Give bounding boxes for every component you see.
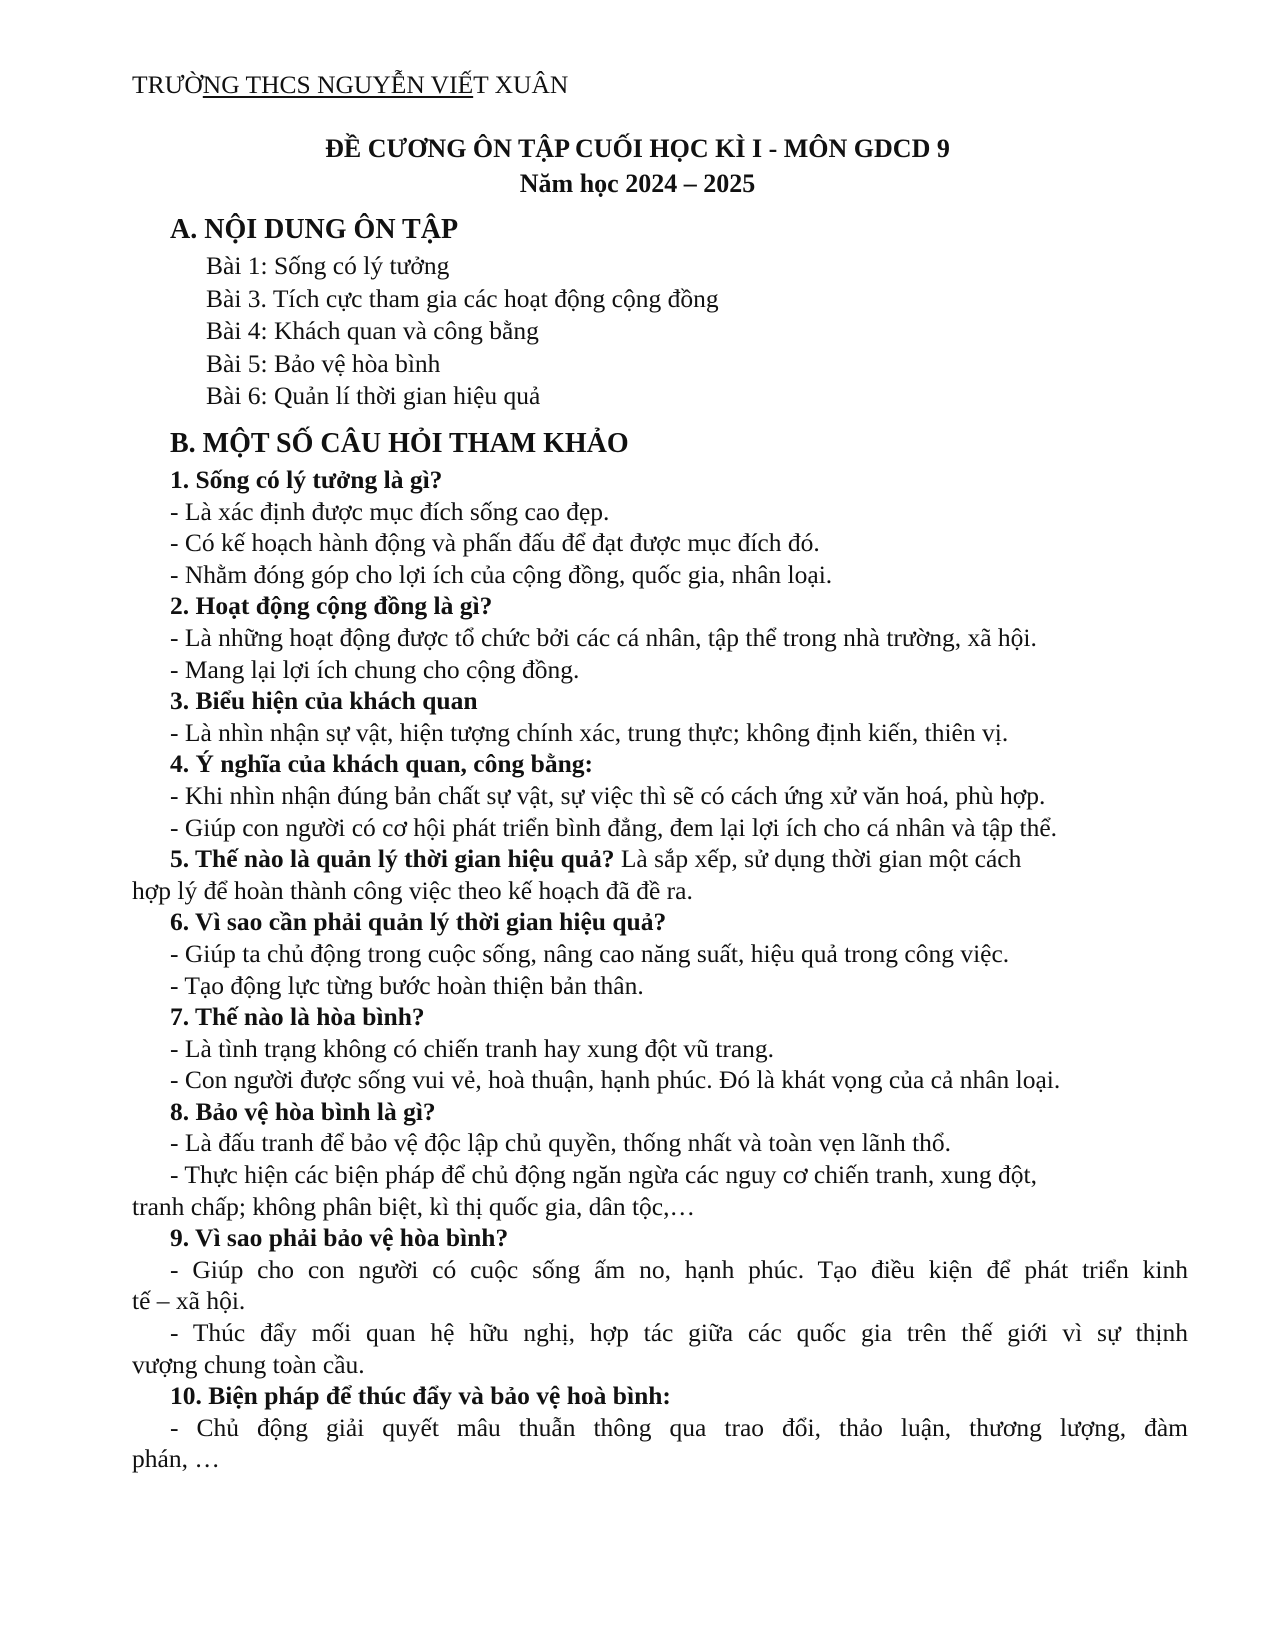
question-7: 7. Thế nào là hòa bình? (170, 1002, 425, 1032)
answer-line: - Thúc đẩy mối quan hệ hữu nghị, hợp tác giữa các quốc gia trên thế giới vì sự thịnh (170, 1318, 1188, 1348)
section-b-heading: B. MỘT SỐ CÂU HỎI THAM KHẢO (170, 428, 629, 459)
answer-line: - Con người được sống vui vẻ, hoà thuận, hạnh phúc. Đó là khát vọng của cả nhân loại. (170, 1065, 1061, 1095)
answer-line: - Là những hoạt động được tổ chức bởi các cá nhân, tập thể trong nhà trường, xã hội. (170, 622, 1037, 652)
question-1: 1. Sống có lý tưởng là gì? (170, 465, 443, 494)
answer-line: - Giúp con người có cơ hội phát triển bình đẳng, đem lại lợi ích cho cá nhân và tập thể. (170, 812, 1058, 842)
answer-line: tế – xã hội. (132, 1286, 246, 1316)
answer-line: - Khi nhìn nhận đúng bản chất sự vật, sự việc thì sẽ có cách ứng xử văn hoá, phù hợp. (170, 780, 1046, 810)
school-name-part: TRƯỜ (132, 70, 203, 99)
school-year: Năm học 2024 – 2025 (519, 169, 756, 198)
question-10: 10. Biện pháp để thúc đẩy và bảo vệ hoà bình: (170, 1381, 671, 1411)
school-name-part: T XUÂN (473, 70, 569, 99)
document-title: ĐỀ CƯƠNG ÔN TẬP CUỐI HỌC KÌ I - MÔN GDCD 9 (325, 134, 950, 163)
lesson-item: Bài 4: Khách quan và công bằng (206, 316, 539, 345)
answer-line: - Là xác định được mục đích sống cao đẹp. (170, 496, 610, 526)
answer-line: - Tạo động lực từng bước hoàn thiện bản thân. (170, 970, 644, 1000)
answer-line: - Giúp cho con người có cuộc sống ấm no, hạnh phúc. Tạo điều kiện để phát triển kinh (170, 1254, 1188, 1284)
question-2: 2. Hoạt động cộng đồng là gì? (170, 591, 493, 621)
question-5-line (132, 843, 1188, 875)
lesson-item: Bài 6: Quản lí thời gian hiệu quả (206, 381, 541, 410)
lesson-list (206, 250, 719, 413)
answer-line: - Mang lại lợi ích chung cho cộng đồng. (170, 654, 580, 684)
answer-line: hợp lý để hoàn thành công việc theo kế hoạch đã đề ra. (132, 875, 693, 905)
lesson-item: Bài 3. Tích cực tham gia các hoạt động cộng đồng (206, 283, 719, 313)
school-name-underlined: NG THCS NGUYỄN VIẾ (202, 70, 474, 99)
question-8: 8. Bảo vệ hòa bình là gì? (170, 1096, 436, 1126)
question-4: 4. Ý nghĩa của khách quan, công bằng: (170, 749, 594, 779)
answer-line: - Thực hiện các biện pháp để chủ động ngăn ngừa các nguy cơ chiến tranh, xung đột, (170, 1160, 1037, 1190)
answer-line: - Là đấu tranh để bảo vệ độc lập chủ quyền, thống nhất và toàn vẹn lãnh thổ. (170, 1128, 952, 1158)
lesson-item: Bài 1: Sống có lý tưởng (206, 251, 450, 280)
answer-line: - Nhằm đóng góp cho lợi ích của cộng đồng, quốc gia, nhân loại. (170, 559, 833, 589)
answer-inline: Là sắp xếp, sử dụng thời gian một cách (614, 844, 1022, 874)
answer-line: - Là nhìn nhận sự vật, hiện tượng chính xác, trung thực; không định kiến, thiên vị. (170, 717, 1009, 747)
answer-line: tranh chấp; không phân biệt, kì thị quốc gia, dân tộc,… (132, 1191, 695, 1221)
answer-line: - Là tình trạng không có chiến tranh hay xung đột vũ trang. (170, 1033, 775, 1063)
question-9: 9. Vì sao phải bảo vệ hòa bình? (170, 1223, 509, 1253)
answer-line: - Chủ động giải quyết mâu thuẫn thông qua trao đổi, thảo luận, thương lượng, đàm (170, 1412, 1188, 1442)
lesson-item: Bài 5: Bảo vệ hòa bình (206, 348, 441, 378)
question-3: 3. Biểu hiện của khách quan (170, 686, 478, 716)
question-6: 6. Vì sao cần phải quản lý thời gian hiệu quả? (170, 907, 667, 937)
section-a-heading: A. NỘI DUNG ÔN TẬP (170, 214, 459, 245)
school-name (132, 70, 568, 100)
question-list (132, 464, 1188, 1475)
answer-line: - Giúp ta chủ động trong cuộc sống, nâng cao năng suất, hiệu quả trong công việc. (170, 938, 1010, 968)
answer-line: vượng chung toàn cầu. (132, 1349, 365, 1379)
answer-line: phán, … (132, 1444, 220, 1474)
answer-line: - Có kế hoạch hành động và phấn đấu để đạt được mục đích đó. (170, 528, 820, 558)
question-5: 5. Thế nào là quản lý thời gian hiệu quả? (170, 844, 615, 874)
